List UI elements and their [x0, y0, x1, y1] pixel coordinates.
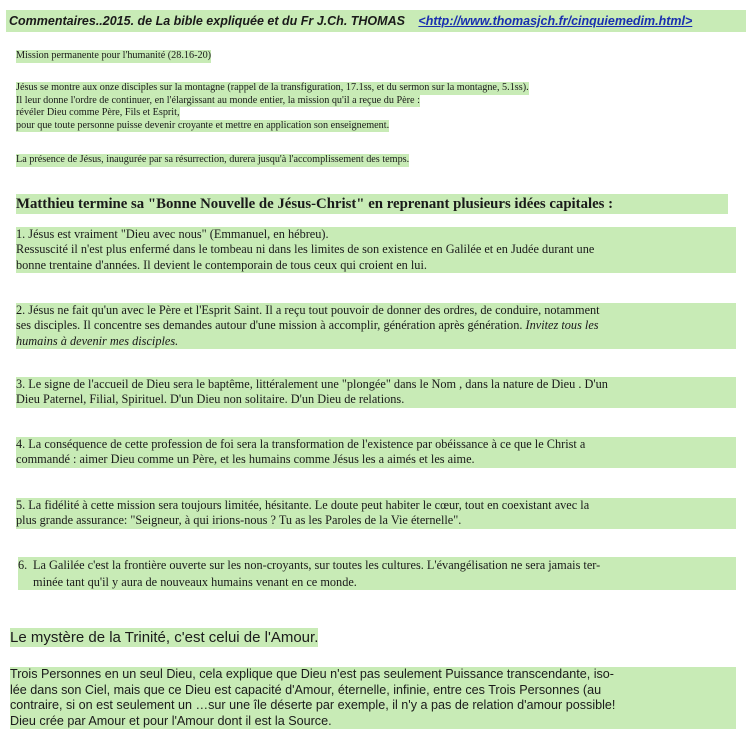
intro-line: Jésus se montre aux onze disciples sur la montagne (rappel de la transfiguration, 17.1ss, et du sermon sur la montagne, 5.1ss).	[16, 82, 529, 93]
point-line: 5. La fidélité à cette mission sera toujours limitée, hésitante. Le doute peut habiter le cœur, tout en coexistant avec la	[16, 498, 590, 512]
intro-conclusion	[16, 154, 409, 167]
header-link[interactable]: <http://www.thomasjch.fr/cinquiemedim.html>	[418, 14, 693, 28]
intro-block	[16, 50, 211, 63]
point-line: commandé : aimer Dieu comme un Père, et les humains comme Jésus les a aimés et les aime.	[16, 452, 475, 467]
trinity-line: contraire, si on est seulement un …sur une île déserte par exemple, il n'y a pas de relation d'amour possible!	[10, 698, 616, 713]
point-6	[18, 557, 736, 590]
header-title: Commentaires..2015. de La bible expliquée et du Fr J.Ch. THOMAS	[9, 14, 405, 28]
point-line: minée tant qu'il y aura de nouveaux humains venant en ce monde.	[33, 574, 357, 589]
point-line: 2. Jésus ne fait qu'un avec le Père et l'Esprit Saint. Il a reçu tout pouvoir de donner des ordres, de conduire, notamment	[16, 303, 600, 317]
trinity-line: Trois Personnes en un seul Dieu, cela explique que Dieu n'est pas seulement Puissance transcendante, iso-	[10, 667, 614, 681]
intro-line: révéler Dieu comme Père, Fils et Esprit,	[16, 107, 180, 118]
trinity-title: Le mystère de la Trinité, c'est celui de l'Amour.	[10, 629, 319, 646]
point-line: 3. Le signe de l'accueil de Dieu sera le baptême, littéralement une "plongée" dans le Nom , dans la nature de Dieu . D'un	[16, 377, 608, 391]
point-4	[16, 437, 736, 468]
intro-line: Il leur donne l'ordre de continuer, en l'élargissant au monde entier, la mission qu'il a reçue du Père :	[16, 94, 420, 106]
point-text: ses disciples. Il concentre ses demandes autour d'une mission à accomplir, génération après génération.	[16, 318, 523, 333]
intro-line: La présence de Jésus, inaugurée par sa résurrection, durera jusqu'à l'accomplissement des temps.	[16, 154, 410, 165]
point-quote: humains à devenir mes disciples.	[16, 333, 179, 348]
trinity-line: Dieu crée par Amour et pour l'Amour dont il est la Source.	[10, 713, 332, 728]
point-line	[16, 318, 736, 333]
point-2	[16, 303, 736, 349]
point-line: 4. La conséquence de cette profession de foi sera la transformation de l'existence par obéissance à ce que le Christ a	[16, 437, 586, 451]
intro-title: Mission permanente pour l'humanité (28.16-20)	[16, 50, 212, 61]
point-5	[16, 498, 736, 529]
intro-line: pour que toute personne puisse devenir croyante et mettre en application son enseignement.	[16, 119, 390, 131]
point-line: La Galilée c'est la frontière ouverte sur les non-croyants, sur toutes les cultures. L'évangélisation ne sera jamais ter-	[33, 558, 601, 572]
trinity-paragraph	[10, 667, 736, 729]
point-number: 6.	[18, 558, 28, 572]
intro-paragraph	[16, 82, 529, 132]
point-line: plus grande assurance: "Seigneur, à qui irions-nous ? Tu as les Paroles de la Vie éternelle".	[16, 513, 462, 528]
point-line: 1. Jésus est vraiment "Dieu avec nous" (Emmanuel, en hébreu).	[16, 227, 329, 241]
document-header	[6, 10, 746, 32]
section-heading: Matthieu termine sa "Bonne Nouvelle de Jésus-Christ" en reprenant plusieurs idées capitales :	[16, 194, 728, 214]
point-line: bonne trentaine d'années. Il devient le contemporain de tous ceux qui croient en lui.	[16, 257, 427, 272]
point-line: Ressuscité il n'est plus enfermé dans le tombeau ni dans les limites de son existence en Galilée et en Judée durant une	[16, 242, 595, 257]
point-3	[16, 377, 736, 408]
point-line: Dieu Paternel, Filial, Spirituel. D'un Dieu non solitaire. D'un Dieu de relations.	[16, 392, 405, 407]
point-quote: Invitez tous les	[525, 318, 599, 333]
point-1	[16, 227, 736, 273]
trinity-line: lée dans son Ciel, mais que ce Dieu est capacité d'Amour, éternelle, infinie, entre ces Trois Personnes (au	[10, 682, 602, 697]
